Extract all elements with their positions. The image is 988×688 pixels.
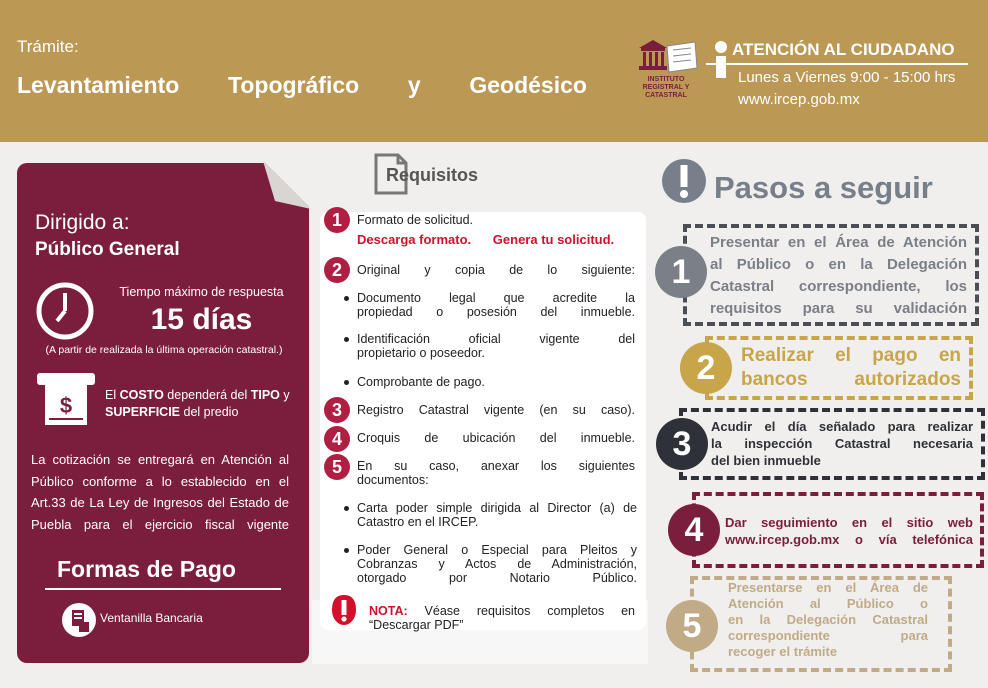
- generate-request-link[interactable]: Genera tu solicitud.: [492, 232, 615, 247]
- download-form-link[interactable]: Descarga formato.: [357, 232, 472, 247]
- audience: Público General: [35, 239, 180, 260]
- exclamation-icon: [661, 158, 707, 204]
- office-hours: Lunes a Viernes 9:00 - 15:00 hrs: [738, 69, 956, 86]
- requirement-number: 4: [324, 426, 350, 452]
- page-title: [17, 72, 587, 99]
- requirement-subitem: Poder General o Especial para Pleitos y Cobranzas y Actos de Administración, otorgado por Notario Público.: [357, 543, 637, 585]
- bank-window-icon: [59, 600, 99, 640]
- bullet: [344, 548, 349, 553]
- website-link[interactable]: www.ircep.gob.mx: [738, 91, 860, 108]
- requirement-subitem: Carta poder simple dirigida al Director (a) de Catastro en el IRCEP.: [357, 501, 637, 529]
- response-time-label: Tiempo máximo de respuesta: [119, 285, 284, 299]
- requirement-subitem: Identificación oficial vigente del propietario o poseedor.: [357, 332, 635, 360]
- header: [0, 0, 988, 142]
- clock-icon: [35, 281, 95, 341]
- bullet: [344, 296, 349, 301]
- step-text: Dar seguimiento en el sitio web www.ircep.gob.mx o vía telefónica: [725, 515, 973, 547]
- bullet: [344, 337, 349, 342]
- step-number: 4: [668, 504, 720, 556]
- requirement-text: En su caso, anexar los siguientes documentos:: [357, 459, 635, 487]
- requirement-number: 2: [324, 257, 350, 283]
- info-card: [17, 163, 309, 663]
- quotation-note: La cotización se entregará en Atención al Público conforme a lo establecido en el Art.33 de La Ley de Ingresos del Estado de Puebla para el ejercicio fiscal vigente: [31, 452, 289, 532]
- step-number: 5: [666, 600, 718, 652]
- alert-icon: [330, 593, 358, 627]
- step-text: Presentarse en el Área de Atención al Público o en la Delegación Catastral correspondiente para recoger el trámite: [728, 580, 928, 659]
- requirement-subitem: Comprobante de pago.: [357, 375, 485, 389]
- title-word: y: [407, 72, 421, 98]
- requirement-text: Registro Catastral vigente (en su caso).: [357, 403, 635, 417]
- requirement-number: 5: [324, 454, 350, 480]
- response-time-note: (A partir de realizada la última operación catastral.): [45, 344, 283, 356]
- requirement-text: Croquis de ubicación del inmueble.: [357, 431, 635, 445]
- divider: [45, 588, 281, 590]
- response-time-value: 15 días: [150, 303, 253, 336]
- note-text: NOTA: Véase requisitos completos en “Descargar PDF”: [369, 604, 635, 632]
- step-number: 3: [656, 418, 708, 470]
- requirement-text: Formato de solicitud.: [357, 213, 474, 227]
- bullet: [344, 380, 349, 385]
- requirement-text: Original y copia de lo siguiente:: [357, 263, 635, 277]
- divider: [706, 63, 968, 65]
- cash-register-icon: [33, 371, 99, 431]
- title-word: Topográfico: [228, 72, 360, 98]
- step-text: Realizar el pago en bancos autorizados: [741, 345, 961, 390]
- requirement-subitem: Documento legal que acredite la propiedad o posesión del inmueble.: [357, 291, 635, 319]
- step-text: Presentar en el Área de Atención al Público o en la Delegación Catastral correspondiente, los requisitos para su validación: [710, 234, 967, 317]
- requirements-title: Requisitos: [386, 165, 479, 185]
- note-label: NOTA:: [369, 604, 408, 618]
- dirigido-label: Dirigido a:: [35, 211, 130, 234]
- title-word: Levantamiento: [17, 72, 180, 98]
- ircep-logo: INSTITUTO REGISTRAL Y CATASTRAL: [633, 38, 699, 106]
- payment-method: Ventanilla Bancaria: [100, 611, 203, 625]
- page-fold-icon: [263, 161, 311, 209]
- attention-title: ATENCIÓN AL CIUDADANO: [732, 40, 955, 59]
- requirement-links: [357, 232, 614, 247]
- step-number: 1: [655, 246, 707, 298]
- cost-note: El COSTO dependerá del TIPO y SUPERFICIE del predio: [105, 388, 290, 419]
- step-text: Acudir el día señalado para realizar la inspección Catastral necesaria del bien inmueble: [711, 419, 973, 468]
- requirement-number: 1: [324, 207, 350, 233]
- svg-text:$: $: [59, 393, 73, 418]
- bullet: [344, 506, 349, 511]
- steps-title: Pasos a seguir: [714, 170, 933, 205]
- step-number: 2: [680, 342, 732, 394]
- payment-methods-title: Formas de Pago: [57, 556, 236, 582]
- requirement-number: 3: [324, 397, 350, 423]
- title-word: Geodésico: [469, 72, 587, 98]
- tramite-label: Trámite:: [17, 37, 79, 56]
